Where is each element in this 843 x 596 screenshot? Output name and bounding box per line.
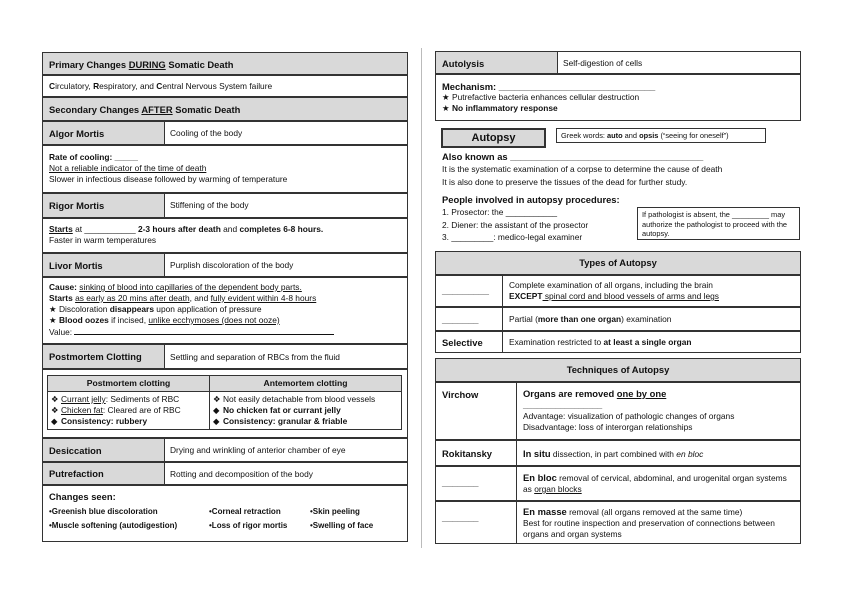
rigor-mortis-notes: Starts at ___________ 2-3 hours after death and completes 6-8 hours. Faster in warm temperatures [42,218,408,253]
antemortem-col: ❖ Not easily detachable from blood vessels ◆ No chicken fat or currant jelly ◆ Consistency: granular & friable [210,392,402,430]
livor-mortis-notes: Cause: sinking of blood into capillaries of the dependent body parts. Starts as early as 20 mins after death, and fully evident within 4-8 hours ★ Discoloration disappears upon application of pressure ★ Blood oozes if incised, unlike ecchymoses (does not ooze) Value: [42,277,408,344]
people-involved: People involved in autopsy procedures: 1. Prosector: the ___________ 2. Diener: the assistant of the prosector 3. _________: medico-legal examiner [442,194,642,244]
people-item: 1. Prosector: the ___________ [442,207,558,217]
technique-desc-rokitansky: In situ dissection, in part combined with en bloc [516,440,801,466]
antemortem-col-header: Antemortem clotting [210,376,402,392]
autopsy-definition: Also known as _____________________________________ It is the systematic examination of a corpse to determine the cause of death It is also done to preserve the tissues of the dead for further study. [442,151,723,187]
technique-desc-en-masse: En masse removal (all organs removed at the same time) Best for routine inspection and preservation of connections between organs and organ systems [516,501,801,544]
change-item: •Corneal retraction [209,507,281,516]
desiccation-desc: Drying and wrinkling of anterior chamber of eye [164,438,408,462]
algor-mortis-label: Algor Mortis [42,121,165,145]
technique-label-en-masse: _______ [435,501,517,544]
pathologist-note: If pathologist is absent, the _________ may authorize the pathologist to proceed with the autopsy. [637,207,800,240]
technique-desc-en-bloc: En bloc removal of cervical, abdominal, and urogenital organ systems as organ blocks [516,466,801,501]
secondary-changes-header: Secondary Changes AFTER Somatic Death [42,97,408,121]
desiccation-label: Desiccation [42,438,165,462]
technique-label-rokitansky: Rokitansky [435,440,517,466]
autopsy-title: Autopsy [441,128,546,148]
greek-words-box: Greek words: auto and opsis (“seeing for oneself”) [556,128,766,143]
autolysis-label: Autolysis [435,51,558,74]
rigor-mortis-label: Rigor Mortis [42,193,165,218]
postmortem-col: ❖ Currant jelly: Sediments of RBC ❖ Chicken fat: Cleared are of RBC ◆ Consistency: rubbery [48,392,210,430]
type-desc: Partial (more than one organ) examination [502,307,801,331]
technique-label-en-bloc: _______ [435,466,517,501]
postmortem-clotting-label: Postmortem Clotting [42,344,165,369]
postmortem-col-header: Postmortem clotting [48,376,210,392]
change-item: •Loss of rigor mortis [209,521,288,530]
change-item: •Greenish blue discoloration [49,507,158,516]
algor-mortis-desc: Cooling of the body [164,121,408,145]
type-desc: Examination restricted to at least a single organ [502,331,801,353]
autolysis-desc: Self-digestion of cells [557,51,801,74]
types-header: Types of Autopsy [435,251,801,275]
clotting-comparison-table [47,375,402,430]
algor-mortis-notes: Rate of cooling: _____ Not a reliable indicator of the time of death Slower in infectious disease followed by warming of temperature [42,145,408,193]
livor-mortis-desc: Purplish discoloration of the body [164,253,408,277]
type-label: Selective [435,331,503,353]
mechanism-box: Mechanism: ______________________________ ★ Putrefactive bacteria enhances cellular destruction ★ No inflammatory response [435,74,801,121]
primary-changes-desc: Circulatory, Respiratory, and Central Nervous System failure [42,75,408,97]
primary-changes-header: Primary Changes DURING Somatic Death [42,52,408,75]
postmortem-clotting-desc: Settling and separation of RBCs from the fluid [164,344,408,369]
page-divider [421,48,422,548]
techniques-header: Techniques of Autopsy [435,358,801,382]
people-item: 3. _________: medico-legal examiner [442,232,583,242]
change-item: •Swelling of face [310,521,374,530]
change-item: •Muscle softening (autodigestion) [49,521,178,530]
type-desc: Complete examination of all organs, including the brain EXCEPT spinal cord and blood vessels of arms and legs [502,275,801,307]
changes-seen-box: Changes seen: •Greenish blue discoloration •Corneal retraction •Skin peeling •Muscle softening (autodigestion) •Loss of rigor mortis •Swelling of face [42,485,408,542]
putrefaction-desc: Rotting and decomposition of the body [164,462,408,485]
livor-mortis-label: Livor Mortis [42,253,165,277]
technique-label-virchow: Virchow [435,382,517,440]
type-label: _________ [435,275,503,307]
rigor-mortis-desc: Stiffening of the body [164,193,408,218]
people-item: 2. Diener: the assistant of the prosector [442,219,589,230]
change-item: •Skin peeling [310,507,360,516]
putrefaction-label: Putrefaction [42,462,165,485]
technique-desc-virchow: Organs are removed one by one _________________ Advantage: visualization of pathologic changes of organs Disadvantage: loss of interorgan relationships [516,382,801,440]
type-label: _______ [435,307,503,331]
